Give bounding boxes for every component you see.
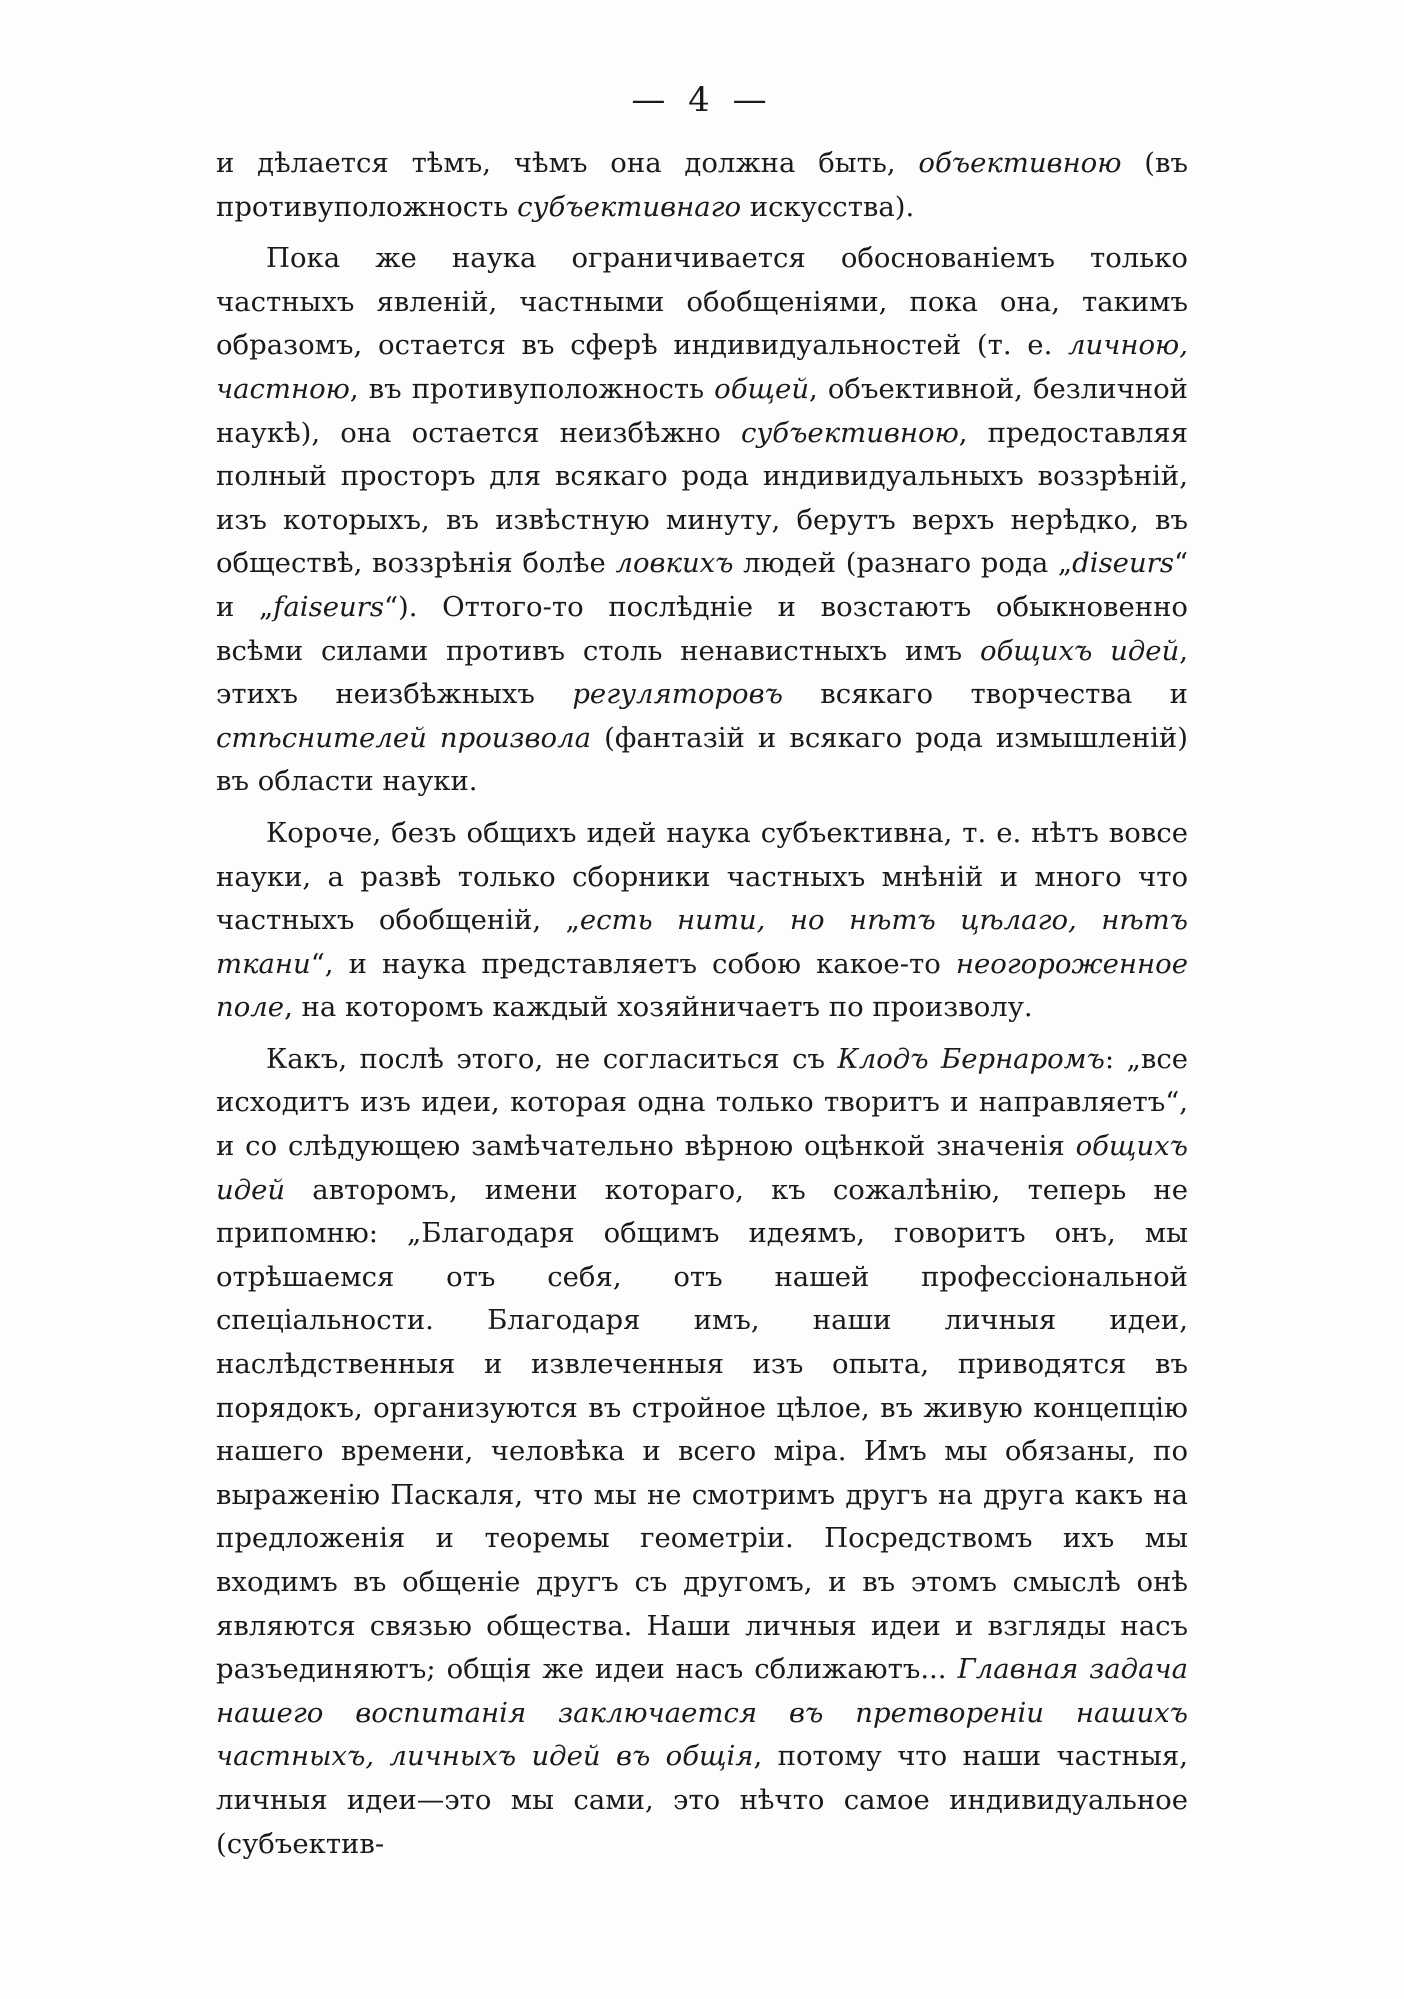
italic-text: стѣснителей произвола — [216, 721, 591, 754]
italic-text: общихъ идей — [216, 1130, 1188, 1206]
text-run: , предоставляя полный просторъ для всякаго рода индивидуальныхъ воззрѣній, изъ которыхъ, въ извѣстную минуту, берутъ верхъ нерѣдко, въ обществѣ, воззрѣнія болѣе — [216, 416, 1189, 580]
text-run: авторомъ, имени котораго, къ сожалѣнію, теперь не припомню: „Благодаря общимъ идеямъ, говоритъ онъ, мы отрѣшаемся отъ себя, отъ нашей профессіональной спеціальности. Благодаря имъ, наши личныя идеи, наслѣдственныя и извлеченныя изъ опыта, приводятся въ порядокъ, организуются въ стройное цѣлое, въ живую концепцію нашего времени, человѣка и всего міра. Имъ мы обязаны, по выраженію Паскаля, что мы не смотримъ другъ на друга какъ на предложенія и теоремы геометріи. Посредствомъ ихъ мы входимъ въ общеніе другъ съ другомъ, и въ этомъ смыслѣ онѣ являются связью общества. Наши личныя идеи и взгляды насъ разъединяютъ; общія же идеи насъ сближаютъ... — [216, 1173, 1188, 1686]
italic-text: общей — [714, 372, 810, 405]
text-run: , объективной, безличной наукѣ), она остается неизбѣжно — [216, 372, 1188, 449]
text-run: “, и наука представляетъ собою какое-то — [310, 947, 956, 980]
text-run: Короче, безъ общихъ идей наука субъективна, т. е. нѣтъ вовсе науки, а развѣ только сборники частныхъ мнѣній и много что частныхъ обобщеній, „ — [216, 816, 1188, 937]
paragraph — [216, 812, 1188, 1030]
italic-text: субъективною — [740, 416, 959, 449]
text-run: и дѣлается тѣмъ, чѣмъ она должна быть, — [216, 147, 919, 179]
text-run: , потому что наши частныя, личныя идеи—это мы сами, это нѣчто самое индивидуальное (субъектив- — [216, 1740, 1188, 1860]
text-run: Пока же наука ограничивается обоснованіемъ только частныхъ явленій, частными обобщеніями, пока она, такимъ образомъ, остается въ сферѣ индивидуальностей (т. е. — [216, 242, 1188, 362]
text-run: (въ противуположность — [216, 147, 1188, 223]
italic-text: общихъ идей — [979, 634, 1180, 667]
italic-text: регуляторовъ — [572, 678, 783, 711]
text-run: : „все исходитъ изъ идеи, которая одна только творитъ и направляетъ“, и со слѣдующею замѣчательно вѣрною оцѣнкой значенія — [216, 1042, 1188, 1163]
text-run: (фантазій и всякаго рода измышленій) въ области науки. — [216, 721, 1188, 798]
text-run: , этихъ неизбѣжныхъ — [216, 634, 1188, 711]
paragraph — [216, 1038, 1188, 1866]
italic-text: личною, частною — [216, 329, 1188, 405]
text-run: “ и „ — [216, 547, 1188, 623]
text-run: , на которомъ каждый хозяйничаетъ по произволу. — [284, 991, 1033, 1024]
paragraph — [216, 142, 1188, 229]
text-run: “). Оттого-то послѣдніе и возстаютъ обыкновенно всѣми силами противъ столь ненавистныхъ имъ — [216, 590, 1188, 667]
document-page — [216, 70, 1188, 1874]
italic-text: субъективнаго — [517, 190, 742, 223]
text-run: искусства). — [741, 190, 915, 223]
italic-text: есть нити, но нѣтъ цѣлаго, нѣтъ ткани — [216, 904, 1189, 980]
italic-text: объективною — [918, 147, 1122, 179]
italic-text: faiseurs — [273, 590, 384, 623]
text-run: , въ противуположность — [349, 372, 715, 405]
italic-text: неогороженное поле — [216, 947, 1188, 1024]
italic-text: diseurs — [1072, 547, 1174, 580]
italic-text: Главная задача нашего воспитанія заключается въ претвореніи нашихъ частныхъ, личныхъ идей въ общія — [216, 1653, 1188, 1773]
paragraph — [216, 237, 1188, 804]
text-run: Какъ, послѣ этого, не согласиться съ — [266, 1042, 838, 1075]
text-run: людей (разнаго рода „ — [733, 547, 1073, 580]
page-number: — 4 — — [631, 80, 773, 120]
italic-text: ловкихъ — [615, 547, 734, 580]
text-run: всякаго творчества и — [782, 678, 1188, 711]
body-text — [216, 142, 1188, 1866]
italic-text: Клодъ Бернаромъ — [837, 1042, 1105, 1075]
